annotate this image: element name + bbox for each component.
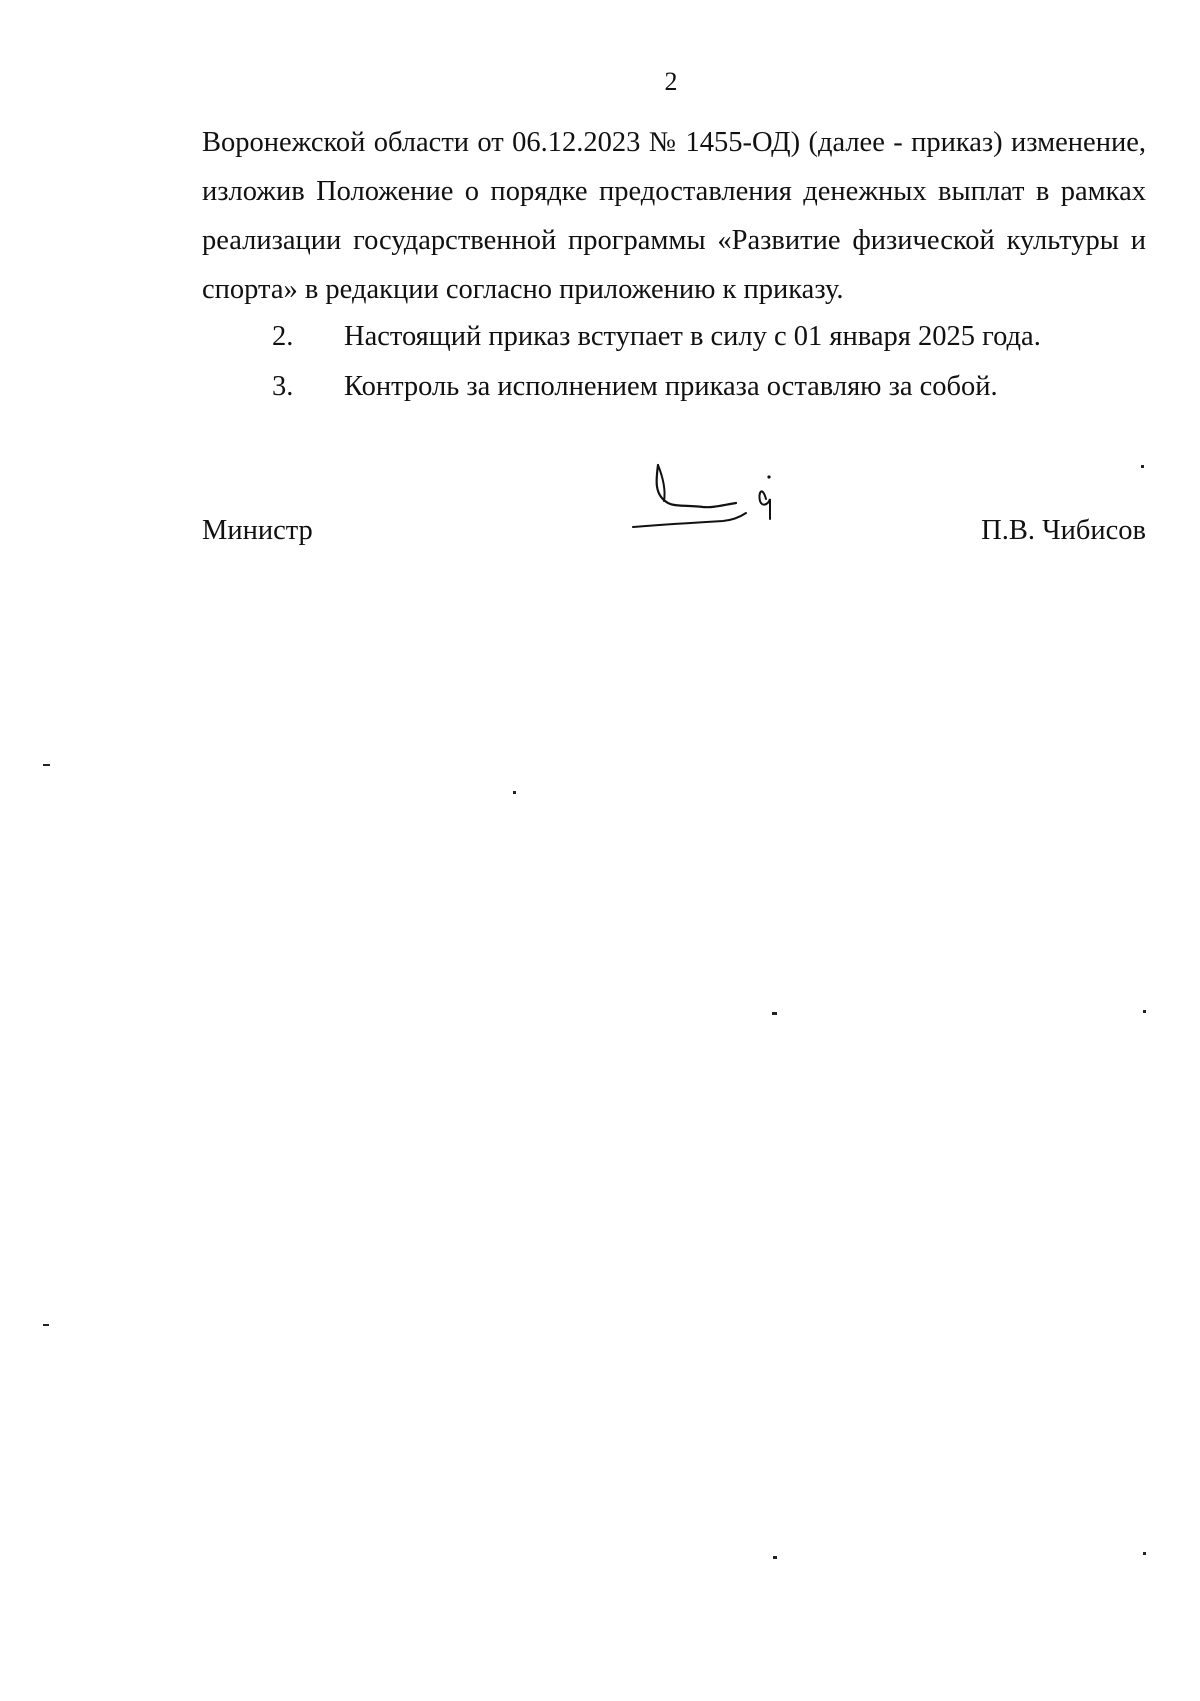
list-item-text: Настоящий приказ вступает в силу с 01 января 2025 года. [344, 321, 1041, 352]
paragraph-line: изложив Положение о порядке предоставления денежных выплат в рамках [202, 176, 1146, 207]
scan-speck [1143, 1010, 1146, 1013]
scan-speck [43, 1324, 49, 1326]
paragraph-line: Воронежской области от 06.12.2023 № 1455-ОД) (далее - приказ) изменение, [202, 127, 1146, 158]
list-item-number: 3. [272, 371, 294, 402]
list-item [272, 317, 1041, 357]
scan-speck [772, 1012, 777, 1015]
scan-speck [43, 764, 50, 766]
scan-speck [513, 791, 516, 794]
signatory-name: П.В. Чибисов [981, 515, 1146, 546]
paragraph-1-continuation [202, 118, 1146, 314]
paragraph-line: реализации государственной программы «Развитие физической культуры и [202, 225, 1146, 256]
list-item-number: 2. [272, 321, 294, 352]
paragraph-line: спорта» в редакции согласно приложению к приказу. [202, 274, 844, 305]
handwritten-signature [628, 455, 798, 545]
signatory-position: Министр [202, 515, 313, 546]
scan-speck [1143, 1552, 1146, 1555]
list-item-text: Контроль за исполнением приказа оставляю за собой. [344, 371, 998, 402]
list-item [272, 367, 998, 407]
page-number: 2 [664, 67, 678, 96]
scan-speck [773, 1556, 777, 1559]
scan-speck [1141, 465, 1144, 468]
